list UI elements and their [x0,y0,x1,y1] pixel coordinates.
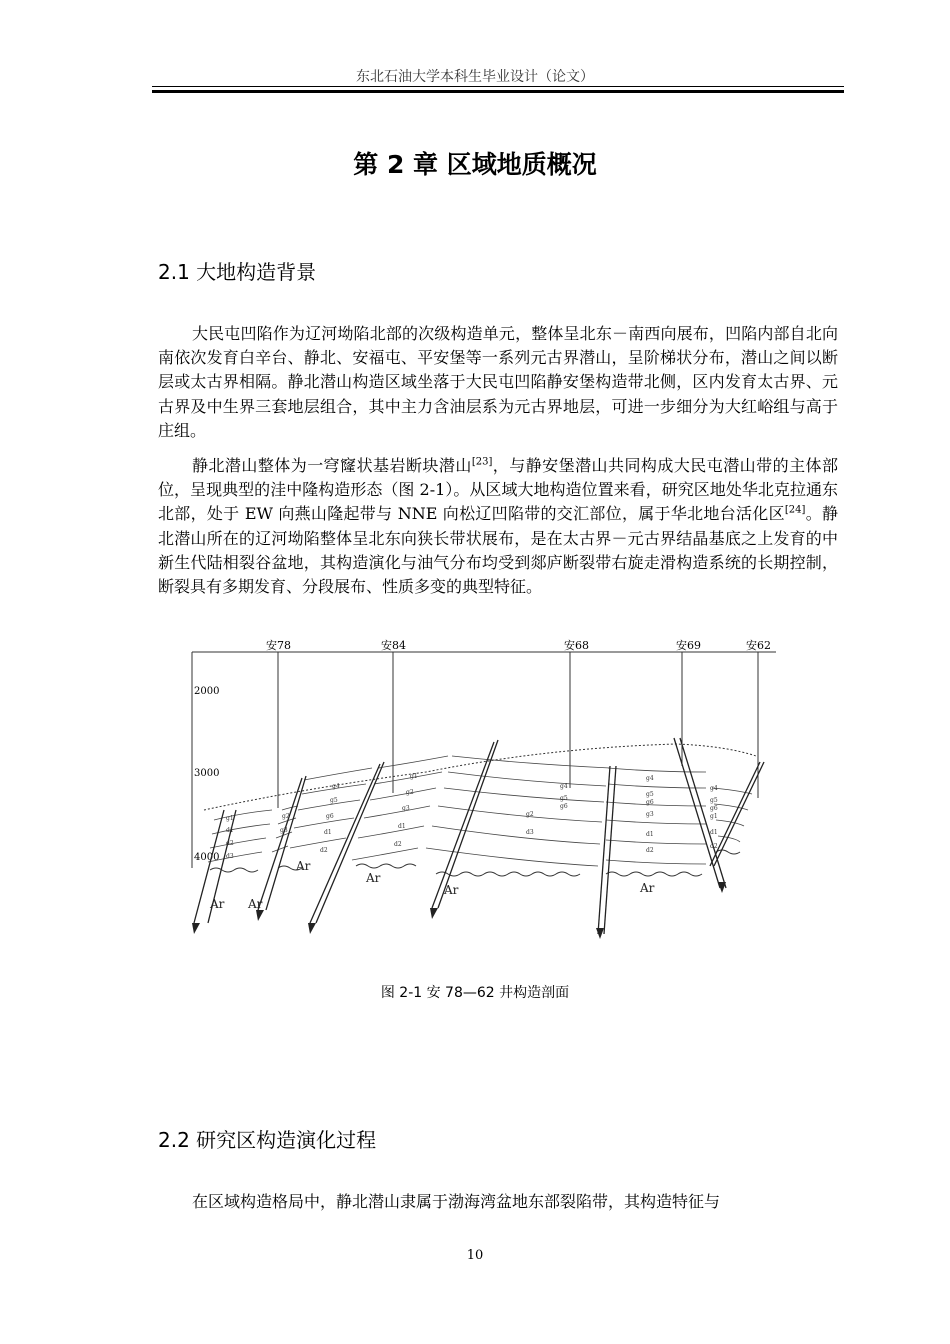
well-label-an68: 安68 [564,639,589,652]
citation-24: [24] [784,505,806,517]
unit-label: g2 [406,789,414,796]
hill-envelope [204,744,756,810]
unit-label: d1 [324,829,332,836]
unit-label: g6 [560,803,568,810]
unit-label: g1 [226,815,234,822]
basement-label: Ar [366,871,381,885]
section-heading-2-1: 2.1 大地构造背景 [158,260,317,284]
header-rule-thick [152,90,844,93]
unit-label: g3 [646,811,654,818]
unit-label: g2 [282,813,290,820]
unit-label: d1 [398,823,406,830]
unit-label: g5 [710,797,718,804]
cross-section-figure [186,638,782,940]
paragraph-1: 大民屯凹陷作为辽河坳陷北部的次级构造单元，整体呈北东－南西向展布，凹陷内部自北向南依次发育白辛台、静北、安福屯、平安堡等一系列元古界潜山，呈阶梯状分布，潜山之间以断层或太古界相隔。静北潜山构造区域坐落于大民屯凹陷静安堡构造带北侧，区内发育太古界、元古界及中生界三套地层组合，其中主力含油层系为元古界地层，可进一步细分为大红峪组与高于庄组。 [158,324,838,440]
section-heading-2-2: 2.2 研究区构造演化过程 [158,1128,377,1152]
unit-label: d2 [226,840,234,847]
depth-label-4000: 4000 [194,852,220,863]
unit-label: g1 [710,813,718,820]
paragraph-3: 在区域构造格局中，静北潜山隶属于渤海湾盆地东部裂陷带，其构造特征与 [192,1192,721,1211]
page-number: 10 [466,1248,484,1263]
paragraph-2-part-b: ，与静安堡潜山共同构成大民屯潜山带的主体部位，呈现典型的洼中隆构造形态（图 2-1）。从区域大地构造位置来看，研究区地处华北克拉通东北部，处于 EW 向燕山隆起带与 NNE 向松辽凹陷带的交汇部位，属于华北地台活化区 [158,456,838,524]
unit-label: d2 [320,847,328,854]
unit-label: g3 [280,827,288,834]
basement-label: Ar [296,859,311,873]
unit-label: d1 [646,831,654,838]
unit-label: d1 [710,829,718,836]
unit-label: g5 [330,797,338,804]
unit-label: g6 [710,805,718,812]
unit-label: d2 [710,843,718,850]
unit-label: g1 [410,773,418,780]
unit-label: d1 [226,827,234,834]
unit-label: d2 [646,847,654,854]
unit-label: g5 [560,795,568,802]
unit-label: g2 [526,811,534,818]
header-rule-thin [152,86,844,87]
paragraph-2 [158,454,838,599]
citation-23: [23] [471,456,493,468]
figure-caption: 图 2-1 安 78—62 井构造剖面 [380,985,570,1001]
unit-label: d2 [394,841,402,848]
paragraph-2-part-c: 。静北潜山所在的辽河坳陷整体呈北东向狭长带状展布，是在太古界－元古界结晶基底之上发育的中新生代陆相裂谷盆地，其构造演化与油气分布均受到郯庐断裂带右旋走滑构造系统的长期控制，断裂具有多期发育、分段展布、性质多变的典型特征。 [158,504,838,597]
basement-label: Ar [210,897,225,911]
well-label-an62: 安62 [746,639,771,652]
unit-label: d3 [526,829,534,836]
unit-label: g4 [646,775,654,782]
strata-lines [208,756,752,866]
basement-label: Ar [640,881,655,895]
well-label-an69: 安69 [676,639,701,652]
unit-label: g5 [646,791,654,798]
depth-label-3000: 3000 [194,768,220,779]
well-label-an84: 安84 [381,639,406,652]
unit-label: g4 [560,783,568,790]
well-bores [278,652,758,808]
unit-label: g6 [326,813,334,820]
depth-label-2000: 2000 [194,686,220,697]
unit-label: g4 [332,783,340,790]
chapter-title: 第 2 章 区域地质概况 [353,150,597,179]
paragraph-2-part-a: 静北潜山整体为一穹窿状基岩断块潜山 [192,456,472,475]
well-label-an78: 安78 [266,639,291,652]
unit-label: g6 [646,799,654,806]
unit-label: d3 [226,853,234,860]
basement-label: Ar [444,883,459,897]
page-header: 东北石油大学本科生毕业设计（论文） [356,69,594,85]
unit-label: g3 [402,805,410,812]
unit-label: g4 [710,785,718,792]
basement-label: Ar [248,897,263,911]
faults [194,738,764,934]
